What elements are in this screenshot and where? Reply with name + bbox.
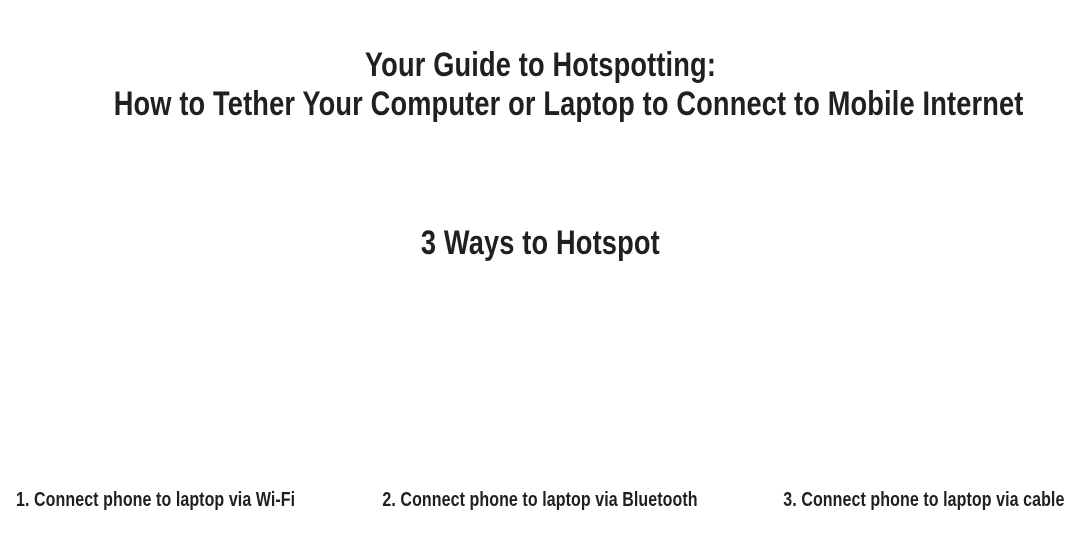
title-line-1 [0,46,1080,85]
title-line-2 [0,85,1080,124]
step-label-cable [713,486,1064,514]
title-line-1-text: Your Guide to Hotspotting: [364,46,716,84]
steps-row [0,486,1080,514]
step-label-cable-text: 3. Connect phone to laptop via cable [782,489,1064,511]
step-label-bluetooth-text: 2. Connect phone to laptop via Bluetooth [382,489,698,511]
title-line-2-text: How to Tether Your Computer or Laptop to Connect to Mobile Internet [113,85,1024,123]
step-label-wifi-text: 1. Connect phone to laptop via Wi-Fi [16,489,296,511]
section-heading-text: 3 Ways to Hotspot [420,224,660,262]
page-title [0,46,1080,124]
section-heading [0,223,1080,263]
